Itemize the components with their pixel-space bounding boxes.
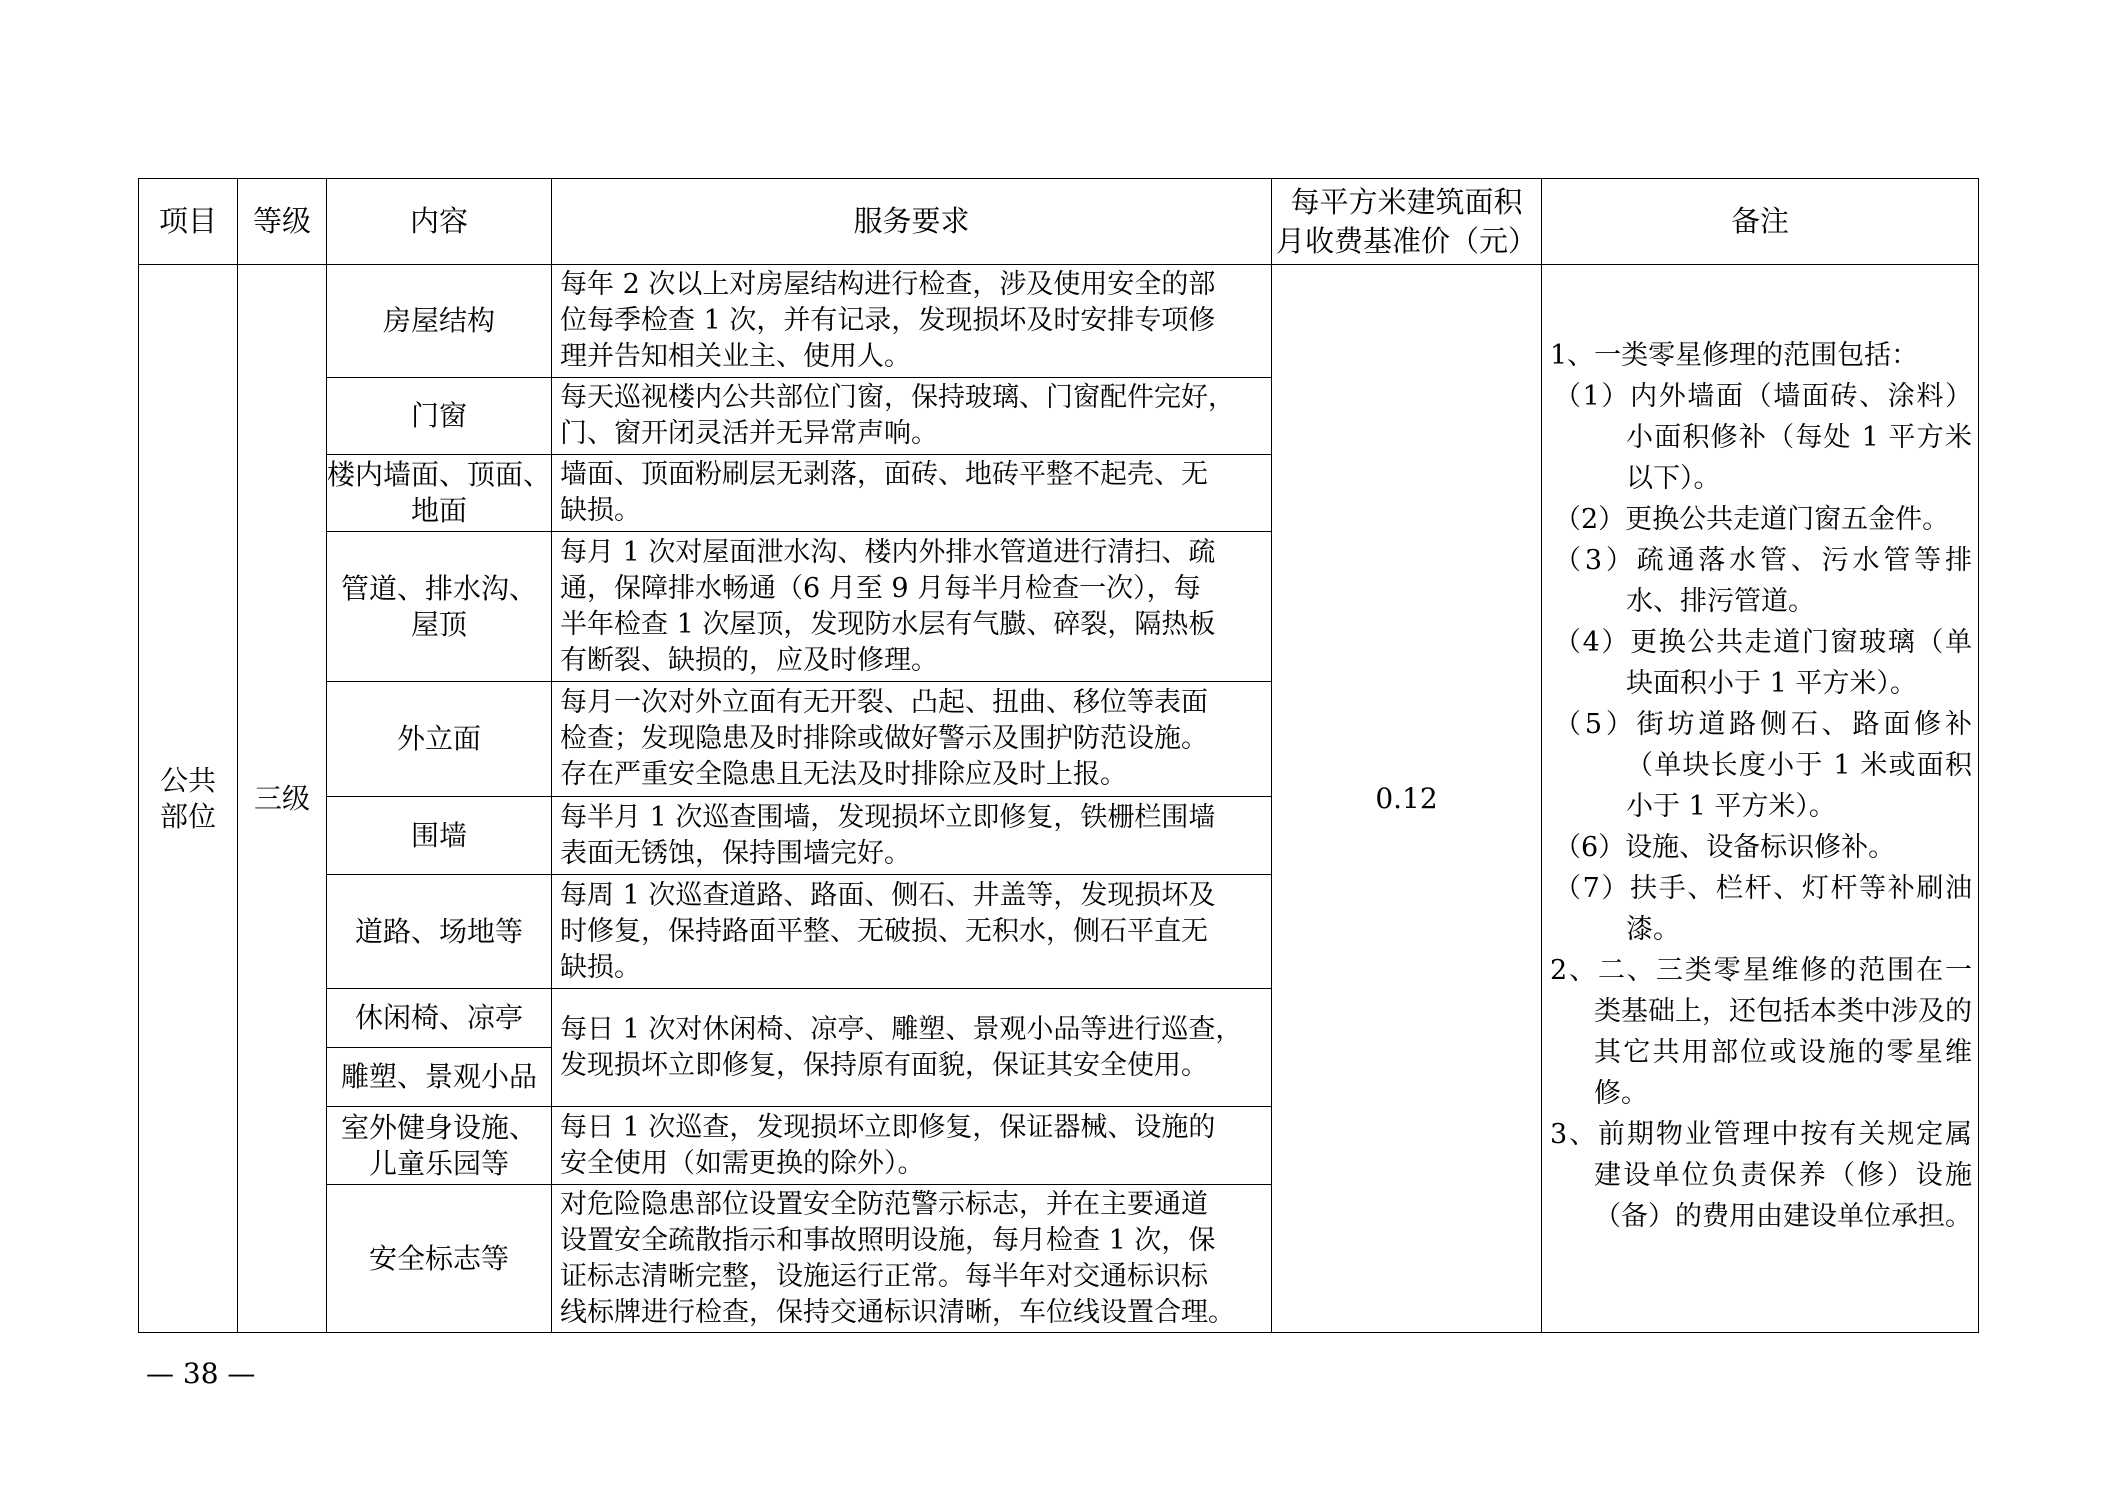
content-line: 管道、排水沟、 bbox=[340, 571, 537, 605]
content-line: 门窗 bbox=[410, 399, 467, 432]
note-1-item: （1）内外墙面（墙面砖、涂料）小面积修补（每处 1 平方米以下）。 bbox=[1554, 381, 1972, 494]
fee-standard-table bbox=[138, 178, 1979, 1333]
requirement-line: 设置安全疏散指示和事故照明设施，每月检查 1 次，保 bbox=[560, 1224, 1216, 1256]
requirement-line: 存在严重安全隐患且无法及时排除应及时上报。 bbox=[560, 759, 1127, 790]
requirement-cell bbox=[552, 797, 1272, 875]
requirement-line: 安全使用（如需更换的除外）。 bbox=[560, 1147, 925, 1179]
note-1-item: （5）街坊道路侧石、路面修补（单块长度小于 1 米或面积小于 1 平方米）。 bbox=[1554, 709, 1972, 822]
price-cell: 0.12 bbox=[1272, 265, 1542, 1333]
requirement-line: 表面无锈蚀，保持围墙完好。 bbox=[560, 837, 911, 869]
requirement-line: 门、窗开闭灵活并无异常声响。 bbox=[560, 418, 938, 449]
page-number: — 38 — bbox=[146, 1357, 256, 1390]
requirement-line: 通，保障排水畅通（6 月至 9 月每半月检查一次），每 bbox=[560, 572, 1201, 604]
content-line: 屋顶 bbox=[410, 607, 467, 641]
content-line: 儿童乐园等 bbox=[368, 1146, 509, 1180]
note-1-item: （4）更换公共走道门窗玻璃（单块面积小于 1 平方米）。 bbox=[1554, 627, 1972, 699]
requirement-line: 每天巡视楼内公共部位门窗，保持玻璃、门窗配件完好， bbox=[560, 382, 1235, 413]
requirement-line: 半年检查 1 次屋顶，发现防水层有气臌、碎裂，隔热板 bbox=[560, 608, 1216, 640]
requirement-cell bbox=[552, 989, 1272, 1107]
note-1-title: 1、一类零星修理的范围包括： bbox=[1550, 340, 1919, 371]
content-line: 室外健身设施、 bbox=[340, 1110, 537, 1144]
requirement-cell bbox=[552, 682, 1272, 797]
content-cell bbox=[327, 455, 552, 532]
requirement-cell bbox=[552, 455, 1272, 532]
requirement-line: 线标牌进行检查，保持交通标识清晰，车位线设置合理。 bbox=[560, 1296, 1235, 1328]
header-note: 备注 bbox=[1542, 179, 1979, 265]
requirement-line: 位每季检查 1 次，并有记录，发现损坏及时安排专项修 bbox=[560, 305, 1216, 336]
header-price-line1: 每平方米建筑面积 bbox=[1290, 184, 1523, 219]
header-level: 等级 bbox=[238, 179, 327, 265]
content-cell: 雕塑、景观小品 bbox=[327, 1048, 552, 1107]
requirement-line: 理并告知相关业主、使用人。 bbox=[560, 341, 911, 372]
content-cell bbox=[327, 265, 552, 378]
item-line1: 公共 bbox=[159, 763, 216, 797]
content-cell bbox=[327, 378, 552, 455]
requirement-line: 每月 1 次对屋面泄水沟、楼内外排水管道进行清扫、疏 bbox=[560, 536, 1216, 568]
requirement-line: 每月一次对外立面有无开裂、凸起、扭曲、移位等表面 bbox=[560, 687, 1208, 718]
note-1-item: （3）疏通落水管、污水管等排水、排污管道。 bbox=[1554, 545, 1972, 617]
requirement-line: 时修复，保持路面平整、无破损、无积水，侧石平直无 bbox=[560, 915, 1208, 947]
requirement-line: 每日 1 次对休闲椅、凉亭、雕塑、景观小品等进行巡查， bbox=[560, 1013, 1243, 1045]
requirement-line: 缺损。 bbox=[560, 951, 641, 983]
content-line: 房屋结构 bbox=[382, 304, 495, 337]
requirement-line: 有断裂、缺损的，应及时修理。 bbox=[560, 644, 938, 676]
table-header-row bbox=[139, 179, 1979, 265]
requirement-line: 每日 1 次巡查，发现损坏立即修复，保证器械、设施的 bbox=[560, 1111, 1216, 1143]
content-line: 外立面 bbox=[396, 722, 481, 755]
requirement-line: 证标志清晰完整，设施运行正常。每半年对交通标识标 bbox=[560, 1260, 1208, 1292]
header-price-line2: 月收费基准价（元） bbox=[1275, 223, 1537, 258]
requirement-line: 每半月 1 次巡查围墙，发现损坏立即修复，铁栅栏围墙 bbox=[560, 801, 1216, 833]
item-line2: 部位 bbox=[159, 799, 216, 833]
content-line: 楼内墙面、顶面、 bbox=[327, 458, 552, 491]
requirement-line: 缺损。 bbox=[560, 495, 641, 526]
header-item: 项目 bbox=[139, 179, 238, 265]
requirement-line: 墙面、顶面粉刷层无剥落，面砖、地砖平整不起壳、无 bbox=[560, 459, 1208, 490]
requirement-cell bbox=[552, 875, 1272, 989]
level-cell: 三级 bbox=[238, 265, 327, 1333]
note-cell bbox=[1542, 265, 1979, 1333]
header-content: 内容 bbox=[327, 179, 552, 265]
requirement-cell bbox=[552, 265, 1272, 378]
requirement-line: 每周 1 次巡查道路、路面、侧石、井盖等，发现损坏及 bbox=[560, 879, 1216, 911]
note-3: 3、前期物业管理中按有关规定属建设单位负责保养（修）设施（备）的费用由建设单位承担。 bbox=[1550, 1119, 1972, 1232]
requirement-line: 检查；发现隐患及时排除或做好警示及围护防范设施。 bbox=[560, 723, 1208, 754]
table-row bbox=[139, 265, 1979, 378]
header-price bbox=[1272, 179, 1542, 265]
content-cell: 休闲椅、凉亭 bbox=[327, 989, 552, 1048]
requirement-line: 发现损坏立即修复，保持原有面貌，保证其安全使用。 bbox=[560, 1049, 1208, 1081]
content-line: 道路、场地等 bbox=[354, 914, 523, 948]
content-line: 安全标志等 bbox=[368, 1241, 509, 1275]
note-1-item: （2）更换公共走道门窗五金件。 bbox=[1554, 504, 1950, 535]
content-line: 地面 bbox=[410, 494, 467, 527]
requirement-cell bbox=[552, 1107, 1272, 1185]
content-cell bbox=[327, 875, 552, 989]
note-1-item: （6）设施、设备标识修补。 bbox=[1554, 832, 1896, 863]
header-requirement: 服务要求 bbox=[552, 179, 1272, 265]
content-cell bbox=[327, 797, 552, 875]
note-2: 2、二、三类零星维修的范围在一类基础上，还包括本类中涉及的其它共用部位或设施的零星维修。 bbox=[1550, 955, 1972, 1109]
requirement-cell bbox=[552, 532, 1272, 682]
content-cell bbox=[327, 532, 552, 682]
content-cell bbox=[327, 1107, 552, 1185]
content-cell bbox=[327, 1185, 552, 1333]
item-cell bbox=[139, 265, 238, 1333]
requirement-cell bbox=[552, 1185, 1272, 1333]
requirement-cell bbox=[552, 378, 1272, 455]
content-cell bbox=[327, 682, 552, 797]
requirement-line: 每年 2 次以上对房屋结构进行检查，涉及使用安全的部 bbox=[560, 269, 1216, 300]
note-1-item: （7）扶手、栏杆、灯杆等补刷油漆。 bbox=[1554, 873, 1972, 945]
requirement-line: 对危险隐患部位设置安全防范警示标志，并在主要通道 bbox=[560, 1188, 1208, 1220]
content-line: 围墙 bbox=[410, 818, 467, 852]
